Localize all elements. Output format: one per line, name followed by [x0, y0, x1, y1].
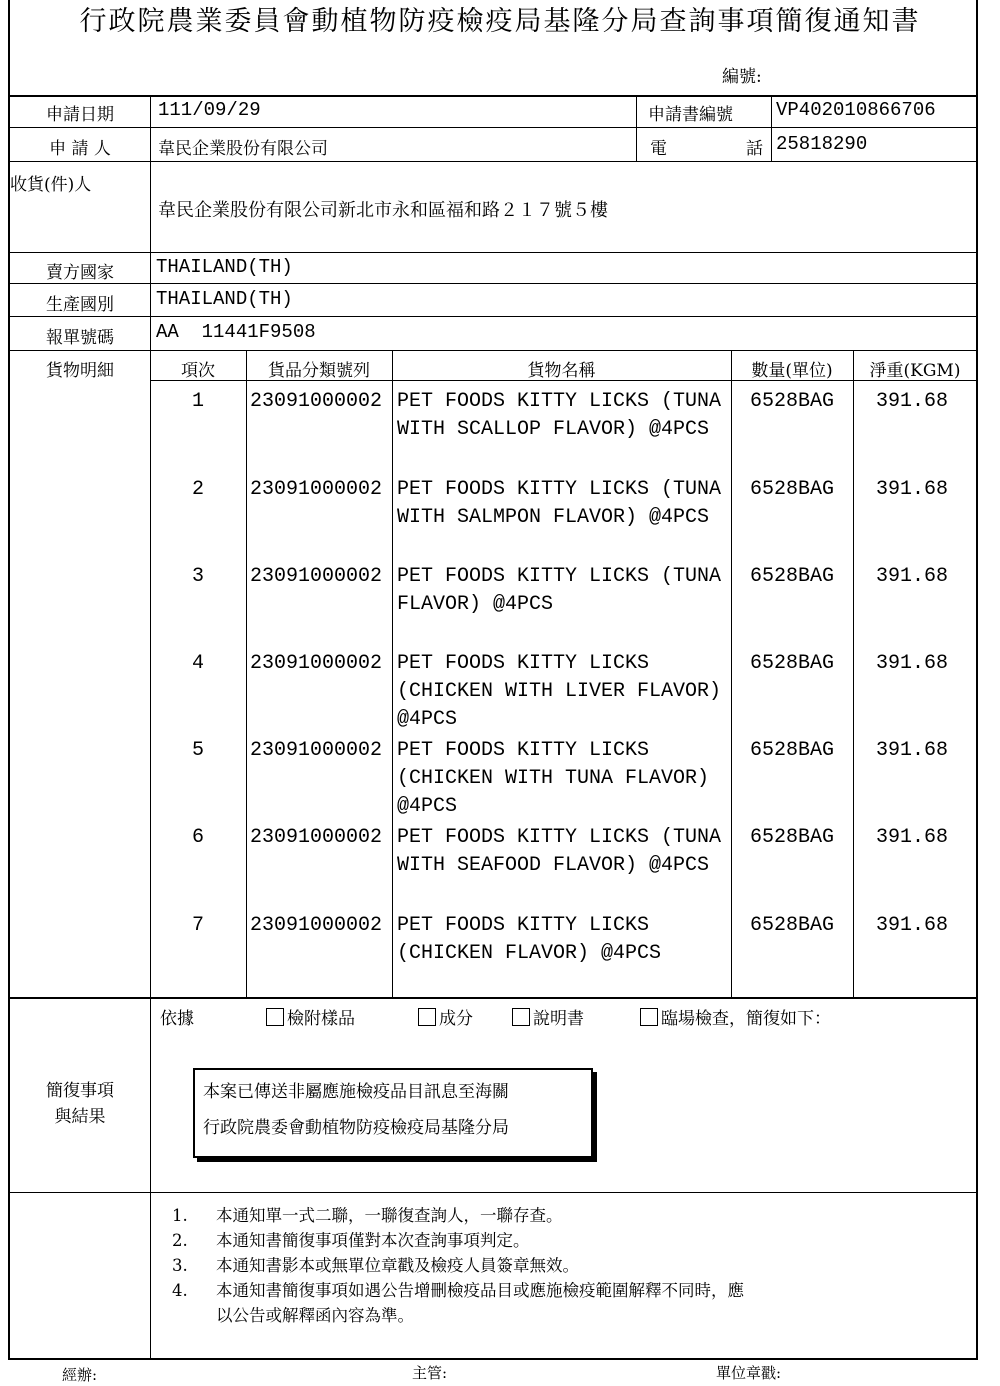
stamp-line-1: 本案已傳送非屬應施檢疫品目訊息至海關	[203, 1082, 509, 1102]
supervisor-label: 主管:	[412, 1364, 448, 1382]
row-goods-name: PET FOODS KITTY LICKS (TUNA WITH SEAFOOD FLAVOR) @4PCS	[397, 826, 722, 877]
row-item-no: 4	[191, 652, 204, 675]
frame-bottom	[8, 1358, 978, 1360]
seller-country: THAILAND(TH)	[156, 256, 293, 278]
goods-section-label: 貨物明細	[46, 361, 114, 381]
row-hs-code: 23091000002	[250, 478, 383, 501]
col-net-weight: 淨重(KGM)	[869, 361, 961, 381]
checkbox[interactable]	[512, 1008, 530, 1026]
notes-list	[172, 1203, 744, 1328]
note-item: 3. 本通知書影本或無單位章戳及檢疫人員簽章無效。	[172, 1256, 579, 1275]
applicant: 韋民企業股份有限公司	[158, 139, 328, 159]
row-item-no: 1	[191, 390, 204, 413]
date-label: 申請日期	[46, 105, 114, 125]
col-quantity: 數量(單位)	[751, 361, 833, 381]
row-goods-name: PET FOODS KITTY LICKS (TUNA WITH SALMPON FLAVOR) @4PCS	[397, 478, 722, 529]
row-net-weight: 391.68	[875, 565, 948, 588]
seal-label: 單位章戳:	[716, 1364, 782, 1382]
row-quantity: 6528BAG	[749, 478, 834, 501]
application-number: VP402010866706	[776, 99, 936, 121]
option-manual[interactable]: 說明書	[512, 1004, 584, 1029]
option-onsite[interactable]: 臨場檢查，簡復如下：	[640, 1004, 831, 1029]
col-item-no: 項次	[181, 361, 215, 381]
row-net-weight: 391.68	[875, 739, 948, 762]
row-item-no: 3	[191, 565, 204, 588]
row-goods-name: PET FOODS KITTY LICKS (CHICKEN WITH LIVER FLAVOR) @4PCS	[397, 652, 722, 731]
checkbox[interactable]	[266, 1008, 284, 1026]
phone-label-2: 話	[746, 139, 763, 159]
row-quantity: 6528BAG	[749, 739, 834, 762]
row-quantity: 6528BAG	[749, 914, 834, 937]
option-ingredients[interactable]: 成分	[418, 1004, 473, 1029]
row-hs-code: 23091000002	[250, 390, 383, 413]
result-label-2: 與結果	[54, 1107, 106, 1127]
note-item: 2. 本通知書簡復事項僅對本次查詢事項判定。	[172, 1231, 530, 1250]
result-stamp	[193, 1068, 593, 1158]
document-title: 行政院農業委員會動植物防疫檢疫局基隆分局查詢事項簡復通知書	[79, 6, 921, 37]
row-hs-code: 23091000002	[250, 739, 383, 762]
row-quantity: 6528BAG	[749, 565, 834, 588]
row-item-no: 6	[191, 826, 204, 849]
row-item-no: 2	[191, 478, 204, 501]
row-net-weight: 391.68	[875, 914, 948, 937]
result-label-1: 簡復事項	[46, 1081, 114, 1101]
row-net-weight: 391.68	[875, 652, 948, 675]
applicant-label: 申 請 人	[49, 139, 111, 159]
application-date: 111/09/29	[158, 99, 261, 121]
note-item: 1. 本通知單一式二聯，一聯復查詢人，一聯存查。	[172, 1206, 563, 1225]
row-net-weight: 391.68	[875, 826, 948, 849]
row-quantity: 6528BAG	[749, 652, 834, 675]
row-hs-code: 23091000002	[250, 826, 383, 849]
row-quantity: 6528BAG	[749, 390, 834, 413]
consignee-label: 收貨(件)人	[10, 175, 92, 195]
checkbox[interactable]	[640, 1008, 658, 1026]
col-goods-name: 貨物名稱	[527, 361, 596, 381]
row-hs-code: 23091000002	[250, 565, 383, 588]
frame-left	[8, 0, 10, 1360]
row-net-weight: 391.68	[875, 390, 948, 413]
basis-label: 依據	[160, 1009, 194, 1029]
option-sample[interactable]: 檢附樣品	[266, 1004, 355, 1029]
row-goods-name: PET FOODS KITTY LICKS (CHICKEN FLAVOR) @4PCS	[397, 914, 662, 965]
row-quantity: 6528BAG	[749, 826, 834, 849]
row-item-no: 7	[191, 914, 204, 937]
frame-top	[8, 95, 978, 97]
origin-label: 生產國別	[46, 295, 114, 315]
checkbox[interactable]	[418, 1008, 436, 1026]
row-net-weight: 391.68	[875, 478, 948, 501]
phone: 25818290	[776, 133, 868, 155]
declaration-number: AA 11441F9508	[156, 321, 316, 343]
app-no-label: 申請書編號	[648, 105, 733, 125]
seller-country-label: 賣方國家	[46, 263, 114, 283]
origin-country: THAILAND(TH)	[156, 288, 293, 310]
stamp-line-2: 行政院農委會動植物防疫檢疫局基隆分局	[203, 1118, 509, 1138]
phone-label-1: 電	[650, 139, 667, 159]
row-hs-code: 23091000002	[250, 652, 383, 675]
frame-right	[976, 0, 978, 1360]
row-goods-name: PET FOODS KITTY LICKS (TUNA WITH SCALLOP FLAVOR) @4PCS	[397, 390, 722, 441]
serial-label: 編號:	[722, 67, 762, 87]
row-goods-name: PET FOODS KITTY LICKS (TUNA FLAVOR) @4PCS	[397, 565, 722, 616]
handler-label: 經辦:	[62, 1366, 98, 1384]
row-hs-code: 23091000002	[250, 914, 383, 937]
row-goods-name: PET FOODS KITTY LICKS (CHICKEN WITH TUNA FLAVOR) @4PCS	[397, 739, 710, 818]
note-item: 以公告或解釋函內容為準。	[216, 1306, 414, 1325]
row-item-no: 5	[191, 739, 204, 762]
note-item: 4. 本通知書簡復事項如遇公告增刪檢疫品目或應施檢疫範圍解釋不同時，應	[172, 1281, 744, 1300]
col-hs-code: 貨品分類號列	[268, 361, 370, 381]
declaration-label: 報單號碼	[46, 328, 114, 348]
consignee: 韋民企業股份有限公司新北市永和區福和路２１７號５樓	[158, 200, 608, 221]
